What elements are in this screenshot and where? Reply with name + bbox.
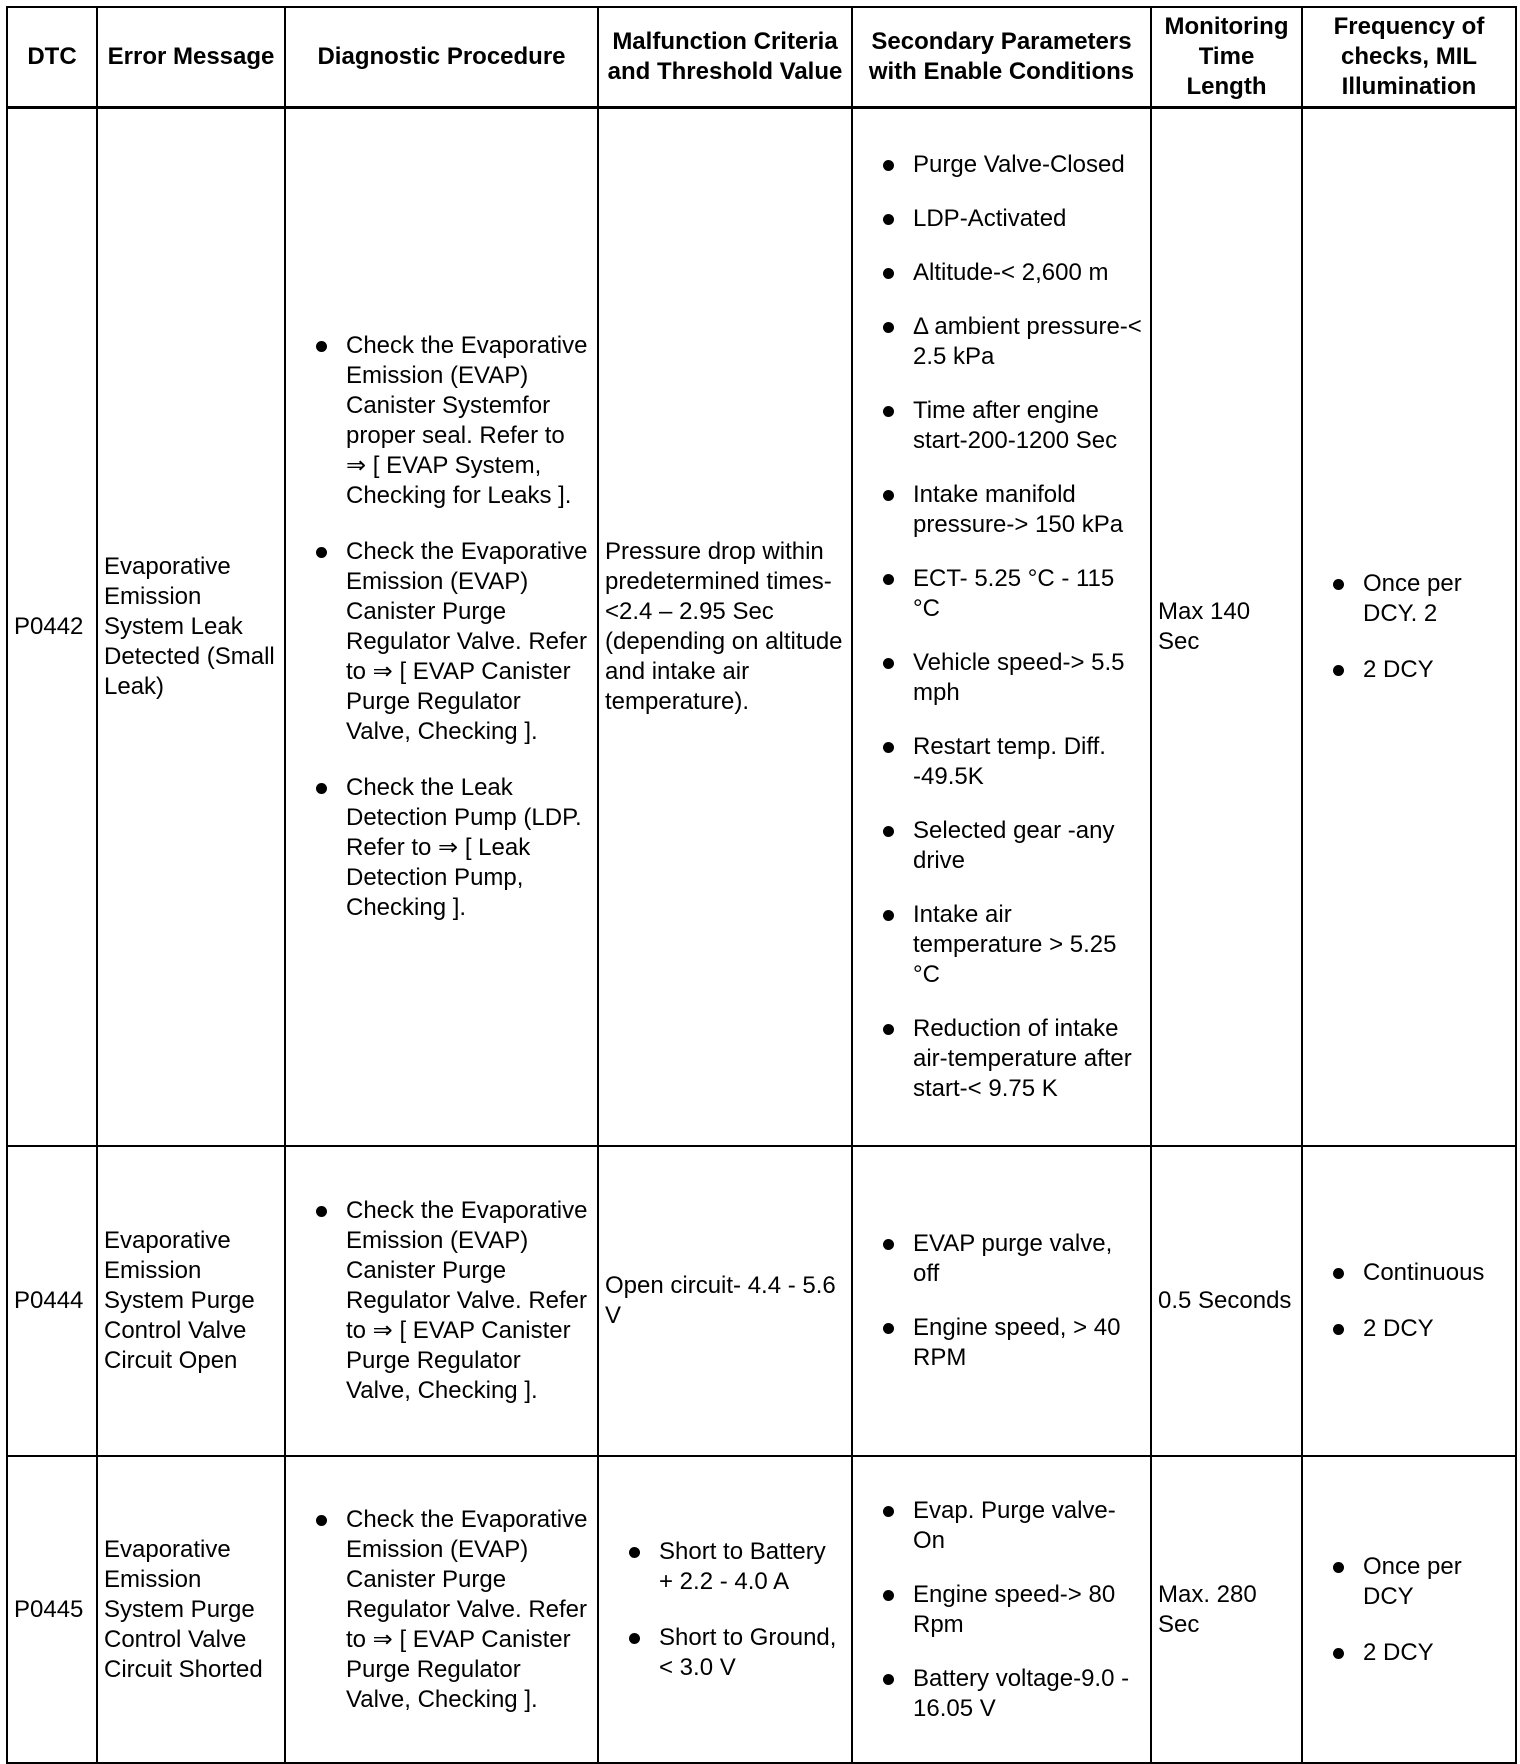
diagnostic-procedure [285,1146,598,1456]
secondary-item: Intake air temperature > 5.25 °C [879,900,1144,990]
error-message: Evaporative Emission System Purge Control Valve Circuit Open [97,1146,285,1456]
secondary-item: LDP-Activated [879,204,1144,234]
diagnostic-procedure [285,107,598,1146]
frequency-item: 2 DCY [1329,655,1509,685]
error-message: Evaporative Emission System Purge Control Valve Circuit Shorted [97,1456,285,1763]
secondary-item: Engine speed-> 80 Rpm [879,1580,1144,1640]
secondary-item: Altitude-< 2,600 m [879,258,1144,288]
monitoring-time: Max. 280 Sec [1151,1456,1302,1763]
header-secondary-parameters: Secondary Parameters with Enable Conditions [852,7,1151,107]
secondary-item: ECT- 5.25 °C - 115 °C [879,564,1144,624]
procedure-item: Check the Evaporative Emission (EVAP) Canister Purge Regulator Valve. Refer to ⇒ [ EVAP Canister Purge Regulator Valve, Checking ]. [312,1505,591,1715]
procedure-item: Check the Evaporative Emission (EVAP) Canister Purge Regulator Valve. Refer to ⇒ [ EVAP Canister Purge Regulator Valve, Checking ]. [312,1196,591,1406]
secondary-item: Purge Valve-Closed [879,150,1144,180]
criteria-item: Short to Battery + 2.2 - 4.0 A [625,1537,845,1597]
secondary-item: Evap. Purge valve-On [879,1496,1144,1556]
header-dtc: DTC [7,7,97,107]
secondary-parameters [852,1456,1151,1763]
procedure-item: Check the Evaporative Emission (EVAP) Canister Purge Regulator Valve. Refer to ⇒ [ EVAP Canister Purge Regulator Valve, Checking ]. [312,537,591,747]
secondary-item: Restart temp. Diff. -49.5K [879,732,1144,792]
secondary-item: Battery voltage-9.0 - 16.05 V [879,1664,1144,1724]
frequency-item: 2 DCY [1329,1314,1509,1344]
dtc-table [6,6,1517,1764]
dtc-code: P0444 [7,1146,97,1456]
secondary-item: Δ ambient pressure-< 2.5 kPa [879,312,1144,372]
secondary-item: EVAP purge valve, off [879,1229,1144,1289]
procedure-item: Check the Leak Detection Pump (LDP. Refer to ⇒ [ Leak Detection Pump, Checking ]. [312,773,591,923]
header-error-message: Error Message [97,7,285,107]
header-monitoring-time: Monitoring Time Length [1151,7,1302,107]
secondary-item: Vehicle speed-> 5.5 mph [879,648,1144,708]
error-message: Evaporative Emission System Leak Detected (Small Leak) [97,107,285,1146]
header-diagnostic-procedure: Diagnostic Procedure [285,7,598,107]
header-malfunction-criteria: Malfunction Criteria and Threshold Value [598,7,852,107]
frequency [1302,107,1516,1146]
secondary-item: Selected gear -any drive [879,816,1144,876]
criteria-item: Short to Ground, < 3.0 V [625,1623,845,1683]
secondary-item: Intake manifold pressure-> 150 kPa [879,480,1144,540]
frequency [1302,1456,1516,1763]
dtc-code: P0445 [7,1456,97,1763]
malfunction-criteria: Open circuit- 4.4 - 5.6 V [598,1146,852,1456]
frequency-item: Continuous [1329,1258,1509,1288]
table-row [7,1146,1516,1456]
secondary-item: Reduction of intake air-temperature after start-< 9.75 K [879,1014,1144,1104]
malfunction-criteria [598,1456,852,1763]
frequency [1302,1146,1516,1456]
frequency-item: Once per DCY. 2 [1329,569,1509,629]
secondary-item: Time after engine start-200-1200 Sec [879,396,1144,456]
monitoring-time: 0.5 Seconds [1151,1146,1302,1456]
frequency-item: Once per DCY [1329,1552,1509,1612]
malfunction-criteria: Pressure drop within predetermined times-<2.4 – 2.95 Sec (depending on altitude and intake air temperature). [598,107,852,1146]
monitoring-time: Max 140 Sec [1151,107,1302,1146]
secondary-parameters [852,1146,1151,1456]
diagnostic-procedure [285,1456,598,1763]
secondary-parameters [852,107,1151,1146]
dtc-code: P0442 [7,107,97,1146]
frequency-item: 2 DCY [1329,1638,1509,1668]
procedure-item: Check the Evaporative Emission (EVAP) Canister Systemfor proper seal. Refer to ⇒ [ EVAP System, Checking for Leaks ]. [312,331,591,511]
table-row [7,107,1516,1146]
header-frequency: Frequency of checks, MIL Illumination [1302,7,1516,107]
header-row [7,7,1516,107]
table-row [7,1456,1516,1763]
secondary-item: Engine speed, > 40 RPM [879,1313,1144,1373]
